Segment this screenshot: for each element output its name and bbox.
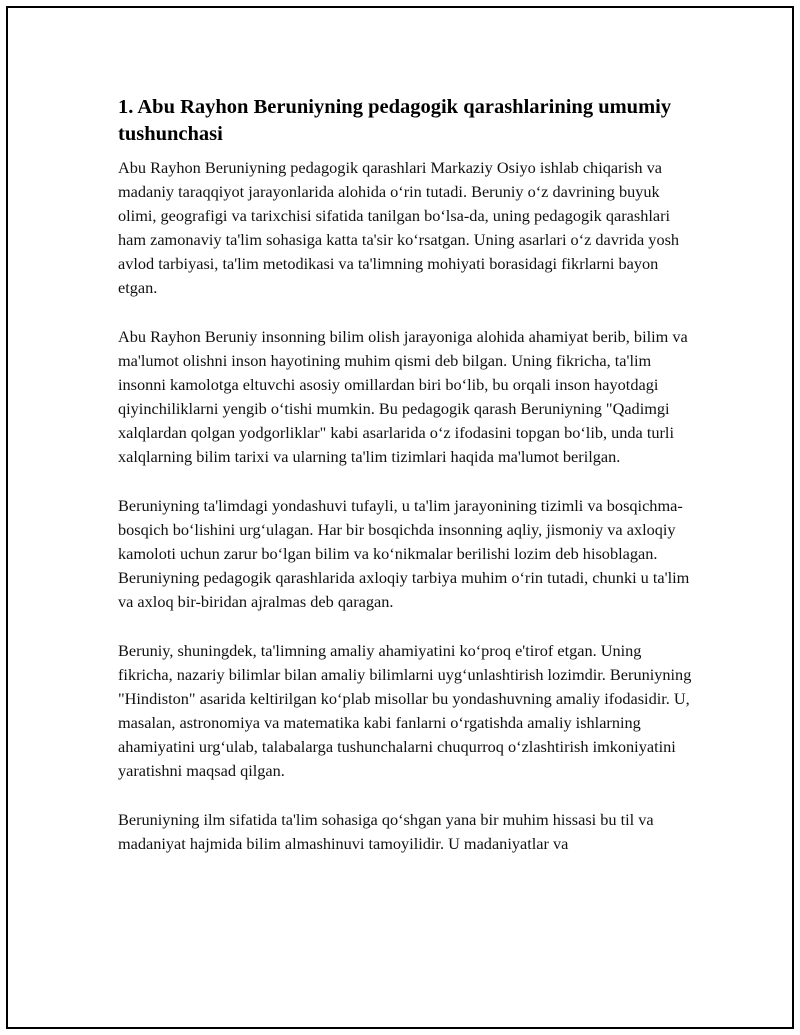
document-body: [118, 94, 696, 881]
paragraph-5: Beruniyning ilm sifatida ta'lim sohasiga qo‘shgan yana bir muhim hissasi bu til va madaniyat hajmida bilim almashinuvi tamoyilidir. U madaniyatlar va: [118, 810, 654, 853]
paragraph-1: Abu Rayhon Beruniyning pedagogik qarashlari Markaziy Osiyo ishlab chiqarish va madaniy taraqqiyot jarayonlarida alohida o‘rin tutadi. Beruniy o‘z davrining buyuk olimi, geografigi va tarixchisi sifatida tanilgan bo‘lsa-da, uning pedagogik qarashlari ham zamonaviy ta'lim sohasiga katta ta'sir ko‘rsatgan. Uning asarlari o‘z davrida yosh avlod tarbiyasi, ta'lim metodikasi va ta'limning mohiyati borasidagi fikrlarni bayon etgan.: [118, 158, 680, 297]
section-heading: 1. Abu Rayhon Beruniyning pedagogik qarashlarining umumiy tushunchasi: [118, 96, 672, 145]
paragraph-2: Abu Rayhon Beruniy insonning bilim olish jarayoniga alohida ahamiyat berib, bilim va ma'lumot olishni inson hayotining muhim qismi deb bilgan. Uning fikricha, ta'lim insonni kamolotga eltuvchi asosiy omillardan biri bo‘lib, bu orqali inson hayotdagi qiyinchiliklarni yengib o‘tishi mumkin. Bu pedagogik qarash Beruniyning "Qadimgi xalqlardan qolgan yodgorliklar" kabi asarlarida o‘z ifodasini topgan bo‘lib, unda turli xalqlarning bilim tarixi va ularning ta'lim tizimlari haqida ma'lumot berilgan.: [118, 327, 688, 466]
document-page: [6, 6, 794, 1029]
paragraph-4: Beruniy, shuningdek, ta'limning amaliy ahamiyatini ko‘proq e'tirof etgan. Uning fikricha, nazariy bilimlar bilan amaliy bilimlarni uyg‘unlashtirish lozimdir. Beruniyning "Hindiston" asarida keltirilgan ko‘plab misollar bu yondashuvning amaliy ifodasidir. U, masalan, astronomiya va matematika kabi fanlarni o‘rgatishda amaliy ishlarning ahamiyatini urg‘ulab, talabalarga tushunchalarni chuqurroq o‘zlashtirish imkoniyatini yaratishni maqsad qilgan.: [118, 641, 692, 780]
paragraph-3: Beruniyning ta'limdagi yondashuvi tufayli, u ta'lim jarayonining tizimli va bosqichma-bosqich bo‘lishini urg‘ulagan. Har bir bosqichda insonning aqliy, jismoniy va axloqiy kamoloti uchun zarur bo‘lgan bilim va ko‘nikmalar berilishi lozim deb hisoblagan. Beruniyning pedagogik qarashlarida axloqiy tarbiya muhim o‘rin tutadi, chunki u ta'lim va axloq bir-biridan ajralmas deb qaragan.: [118, 496, 690, 611]
